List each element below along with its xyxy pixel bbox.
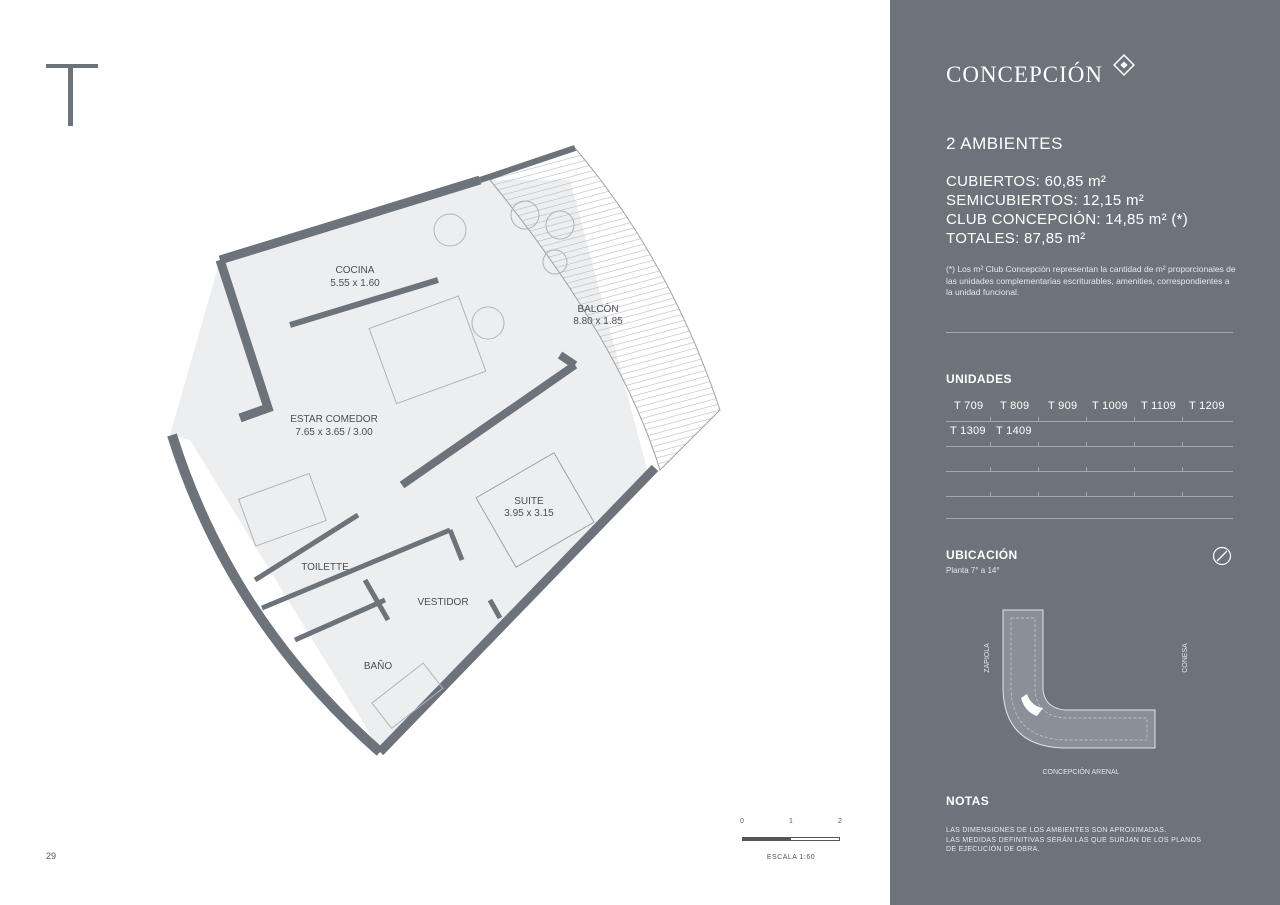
unit-t1009: T 1009 [1092,400,1128,412]
room-dims-balcon: 8.80 x 1.85 [573,316,623,327]
ubicacion-floors: Planta 7° a 14° [946,566,1000,575]
area-totales: TOTALES: 87,85 m² [946,230,1086,247]
unit-t909: T 909 [1048,400,1078,412]
building-key-plan-icon [965,598,1220,783]
room-name-bano: BAÑO [363,661,393,672]
area-list [946,172,1188,248]
nota-line: LAS MEDIDAS DEFINITIVAS SERÁN LAS QUE SURJAN DE LOS PLANOS [946,836,1202,844]
unit-t1309: T 1309 [950,425,986,437]
diamond-logo-icon [1113,54,1135,76]
scale-label: ESCALA 1:60 [766,854,816,861]
nota-line: LAS DIMENSIONES DE LOS AMBIENTES SON APROXIMADAS. [946,827,1167,834]
scale-tick-2: 2 [838,818,842,825]
street-zapiola: ZAPIOLA [984,643,991,673]
room-name-vestidor: VESTIDOR [417,597,469,608]
room-dims-cocina: 5.55 x 1.60 [330,278,380,289]
ubicacion-heading: UBICACIÓN [946,548,1018,562]
units-table [946,397,1233,497]
notas-heading: NOTAS [946,794,990,808]
unit-t809: T 809 [1000,400,1030,412]
area-semicubiertos: SEMICUBIERTOS: 12,15 m² [946,192,1145,209]
divider [946,518,1233,519]
brand-title: CONCEPCIÓN [946,62,1103,87]
compass-icon [1212,546,1232,566]
divider [946,332,1233,333]
unidades-heading: UNIDADES [946,372,1012,386]
street-conesa: CONESA [1182,643,1189,673]
unit-t709: T 709 [954,400,984,412]
nota-line: DE EJECUCIÓN DE OBRA. [946,846,1040,853]
area-club: CLUB CONCEPCIÓN: 14,85 m² (*) [946,211,1189,228]
units-row [946,472,1233,497]
room-name-cocina: COCINA [335,265,375,276]
units-row [946,422,1233,447]
t-logo-icon [44,62,100,128]
unit-t1409: T 1409 [996,425,1032,437]
units-row [946,447,1233,472]
room-name-estar: ESTAR COMEDOR [290,414,378,425]
unit-type: 2 AMBIENTES [946,134,1063,153]
street-concepcion-arenal: CONCEPCIÓN ARENAL [1042,769,1120,776]
key-plan [965,598,1220,783]
scale-graphic [742,837,840,841]
scale-tick-1: 1 [789,818,793,825]
unit-t1209: T 1209 [1189,400,1225,412]
units-row [946,397,1233,422]
area-footnote: (*) Los m² Club Concepción representan la cantidad de m² proporcionales de las unidades complementarias escriturables, amenities, correspondientes a la unidad funcional. [946,264,1236,297]
notas-text [946,826,1236,855]
room-dims-suite: 3.95 x 3.15 [504,508,554,519]
floor-plan-drawing [150,140,740,770]
room-name-balcon: BALCÓN [577,304,619,315]
area-cubiertos: CUBIERTOS: 60,85 m² [946,173,1107,190]
room-name-toilette: TOILETTE [301,562,349,573]
scale-bar [736,818,846,868]
room-dims-estar: 7.65 x 3.65 / 3.00 [295,427,373,438]
room-name-suite: SUITE [514,496,544,507]
info-sidebar [890,0,1280,905]
unit-t1109: T 1109 [1141,400,1177,412]
page-number: 29 [46,851,57,861]
scale-tick-0: 0 [740,818,744,825]
